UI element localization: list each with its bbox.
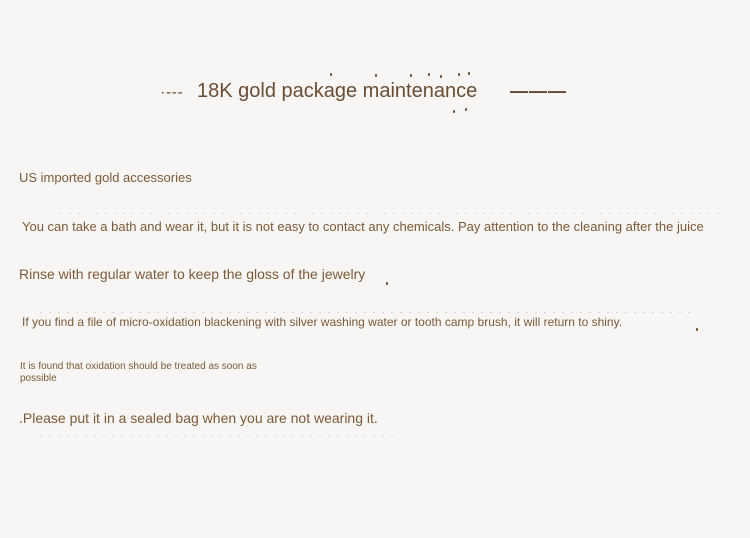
decorative-speck <box>330 73 332 76</box>
text-line-1: US imported gold accessories <box>19 170 192 185</box>
decorative-speck <box>453 110 455 113</box>
text-line-4: If you find a file of micro-oxidation blackening with silver washing water or tooth camp brush, it will return to shiny. <box>22 315 623 329</box>
text-line-6: .Please put it in a sealed bag when you are not wearing it. <box>19 410 378 426</box>
text-line-2: You can take a bath and wear it, but it is not easy to contact any chemicals. Pay attention to the cleaning after the juice <box>22 219 704 234</box>
decorative-speck <box>428 73 430 76</box>
text-line-3: Rinse with regular water to keep the gloss of the jewelry <box>19 266 366 282</box>
title-dashes: ——— <box>510 81 567 101</box>
decorative-speck <box>386 282 388 285</box>
section-title <box>160 80 590 104</box>
decorative-speck <box>696 328 698 331</box>
faint-line <box>40 312 690 313</box>
decorative-speck <box>458 73 460 76</box>
decorative-speck <box>465 108 467 111</box>
text-line-5: It is found that oxidation should be treated as soon as possible <box>20 361 257 384</box>
decorative-speck <box>468 72 470 75</box>
faint-line <box>40 435 400 436</box>
title-text: 18K gold package maintenance <box>197 80 478 102</box>
faint-line <box>60 213 720 214</box>
title-prefix: ·--- <box>160 84 184 101</box>
decorative-speck <box>440 75 442 78</box>
decorative-speck <box>410 74 412 77</box>
decorative-speck <box>375 74 377 77</box>
